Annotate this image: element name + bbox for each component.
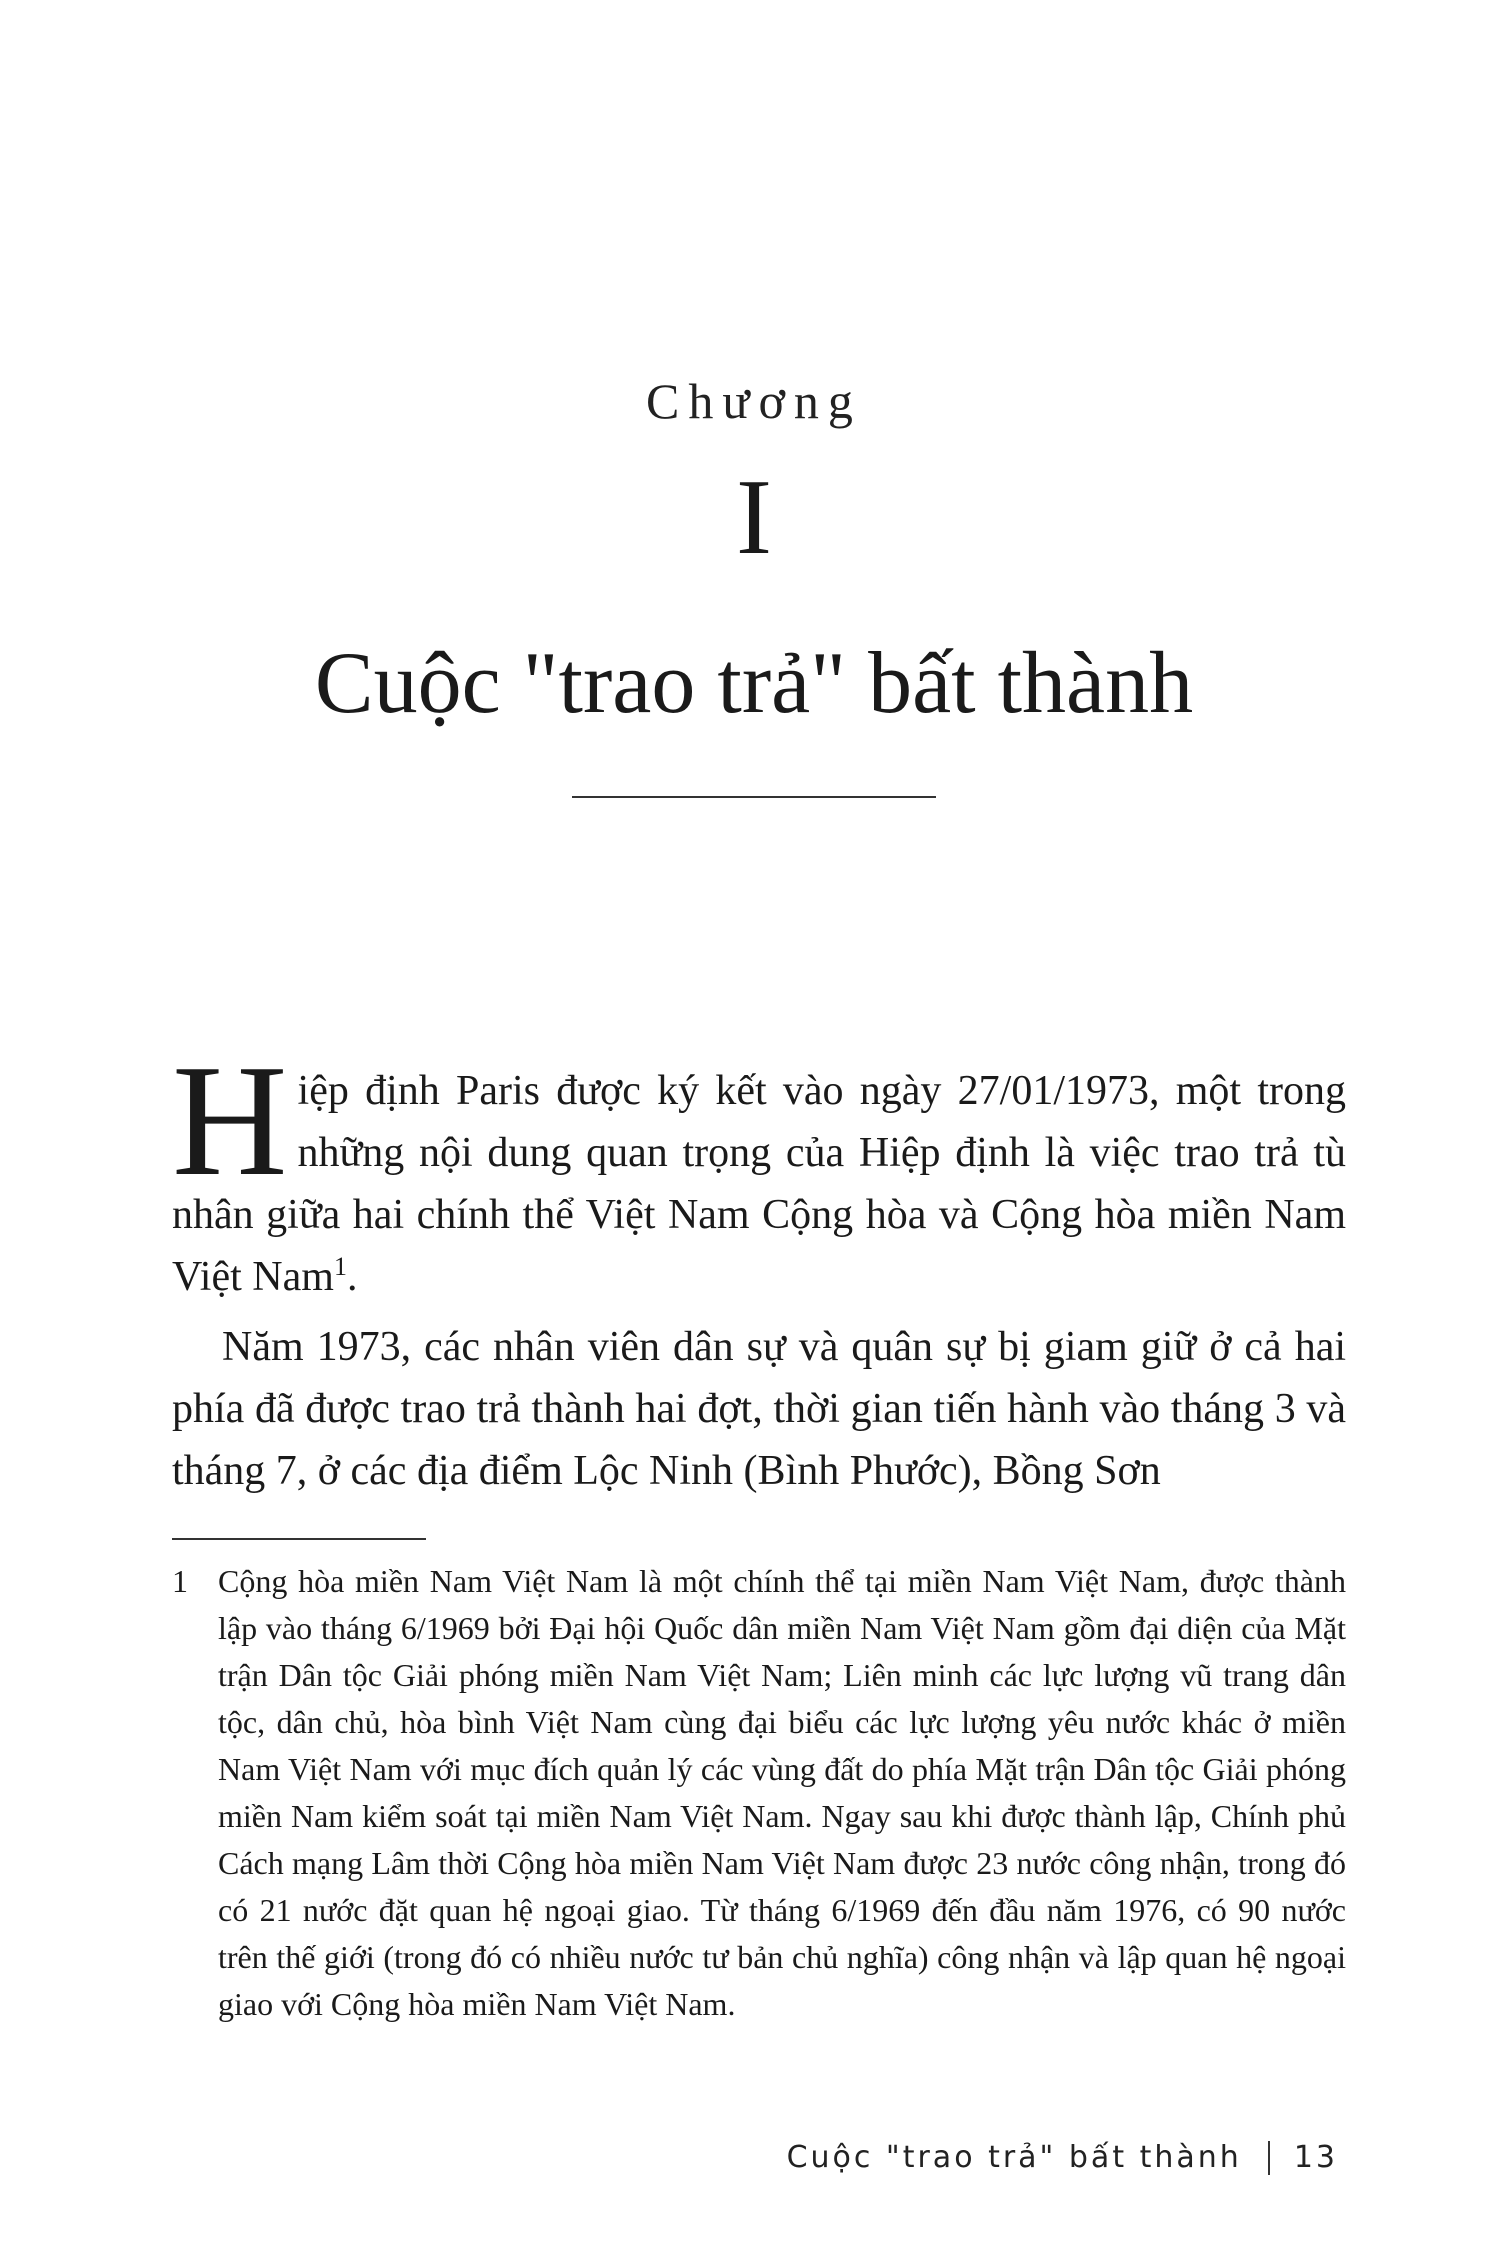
- chapter-label: Chương: [646, 373, 862, 429]
- footnote: [172, 1558, 1346, 2028]
- paragraph-1-end: .: [346, 1254, 358, 1300]
- drop-cap: H: [172, 1031, 288, 1209]
- chapter-number: I: [736, 458, 772, 577]
- footer-separator: [1268, 2141, 1270, 2175]
- paragraph-2: Năm 1973, các nhân viên dân sự và quân sự bị giam giữ ở cả hai phía đã được trao trả thành hai đợt, thời gian tiến hành vào tháng 3 và tháng 7, ở các địa điểm Lộc Ninh (Bình Phước), Bồng Sơn: [172, 1324, 1346, 1494]
- running-footer: [787, 2140, 1338, 2175]
- footnote-number: 1: [172, 1563, 188, 1599]
- footnote-divider: [172, 1538, 426, 1540]
- page-number: 13: [1293, 2140, 1338, 2175]
- paragraph-1-text: iệp định Paris được ký kết vào ngày 27/01/1973, một trong những nội dung quan trọng của Hiệp định là việc trao trả tù nhân giữa hai chính thể Việt Nam Cộng hòa và Cộng hòa miền Nam Việt Nam: [172, 1068, 1346, 1300]
- body-text: [172, 1031, 1346, 1502]
- paragraph-1: [172, 1031, 1346, 1308]
- footnote-reference[interactable]: 1: [333, 1252, 347, 1281]
- title-divider: [572, 796, 936, 798]
- running-title: Cuộc "trao trả" bất thành: [786, 2140, 1242, 2175]
- chapter-title: Cuộc "trao trả" bất thành: [314, 635, 1194, 732]
- footnote-text: Cộng hòa miền Nam Việt Nam là một chính thể tại miền Nam Việt Nam, được thành lập vào tháng 6/1969 bởi Đại hội Quốc dân miền Nam Việt Nam gồm đại diện của Mặt trận Dân tộc Giải phóng miền Nam Việt Nam; Liên minh các lực lượng vũ trang dân tộc, dân chủ, hòa bình Việt Nam cùng đại biểu các lực lượng yêu nước khác ở miền Nam Việt Nam với mục đích quản lý các vùng đất do phía Mặt trận Dân tộc Giải phóng miền Nam kiểm soát tại miền Nam Việt Nam. Ngay sau khi được thành lập, Chính phủ Cách mạng Lâm thời Cộng hòa miền Nam Việt Nam được 23 nước công nhận, trong đó có 21 nước đặt quan hệ ngoại giao. Từ tháng 6/1969 đến đầu năm 1976, có 90 nước trên thế giới (trong đó có nhiều nước tư bản chủ nghĩa) công nhận và lập quan hệ ngoại giao với Cộng hòa miền Nam Việt Nam.: [218, 1563, 1346, 2022]
